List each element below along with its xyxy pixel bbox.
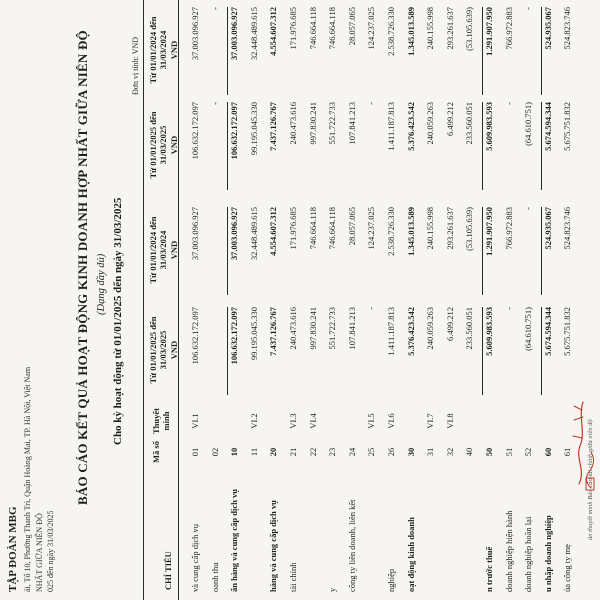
row-code: 22 [307,447,318,457]
col-2024-unit-b: VND [169,40,179,60]
row-value-2024: 293.261.637 [444,207,455,250]
row-value-2025: 240.059.263 [425,307,436,350]
row-value-2024: 1.291.907.950 [484,207,494,256]
row-value-2025: 5.675.751.832 [562,307,573,356]
row-value-2024: 524.823.746 [562,207,573,250]
row-note: VI.7 [425,413,436,429]
row-value-2024-b: - [209,7,220,10]
row-value-2024-b: 37.003.096.927 [229,7,240,61]
row-value-2025-b: (64.610.751) [523,102,534,146]
row-value-2024: 32.448.489.615 [248,207,259,261]
col-2024-unit: VND [169,240,179,260]
row-value-2025-b: 5.609.983.593 [484,102,494,151]
row-value-2024-b: 1.345.013.589 [405,7,416,56]
row-value-2025-b: 106.632.172.097 [190,102,200,160]
row-item-label: doanh nghiệp hoãn lại [523,516,534,592]
row-item-label: và cung cấp dịch vụ [190,524,200,592]
row-value-2024-b: 37.003.096.927 [190,7,200,61]
row-value-2025-b: 5.675.751.832 [562,102,573,151]
row-code: 11 [248,447,259,457]
row-item-label: doanh nghiệp hiện hành [503,510,514,592]
row-note: VI.1 [190,413,200,429]
row-note: VI.4 [307,413,318,429]
report-type: NHẤT GIỮA NIÊN ĐỘ [35,513,44,592]
row-value-2024: 1.345.013.589 [405,207,416,256]
row-value-2024-b: 4.554.607.312 [268,7,279,56]
row-item-label: ủa công ty mẹ [562,544,573,592]
report-title: BÁO CÁO KẾT QUẢ HOẠT ĐỘNG KINH DOANH HỢP NHẤT GIỮA NIÊN ĐỘ [75,30,90,505]
row-item-label: ấn hàng và cung cấp dịch vụ [229,489,240,592]
row-value-2024-b: 32.448.489.615 [248,7,259,61]
row-note: VI.5 [366,413,377,429]
row-code: 20 [268,447,279,457]
row-value-2025: 240.473.616 [288,307,298,350]
row-value-2024: 524.935.067 [542,207,553,250]
row-item-label: y [327,587,338,592]
row-value-2024-b: 293.261.637 [444,7,455,50]
row-value-2025: 6.499.212 [444,307,455,341]
row-value-2024: - [523,207,534,210]
row-code: 50 [484,447,494,457]
row-code: 30 [405,447,416,457]
row-value-2024: 124.237.025 [366,207,377,250]
row-value-2024: 37.003.096.927 [229,207,240,261]
row-code: 25 [366,447,377,457]
row-code: 23 [327,447,338,457]
row-value-2024: 28.057.065 [346,207,357,246]
row-note: VI.3 [288,413,298,429]
row-value-2025-b: 240.059.263 [425,102,436,145]
row-code: 26 [386,447,396,457]
row-code: 10 [229,447,240,457]
col-2025-unit: VND [169,340,179,360]
row-value-2024-b: 746.664.118 [327,7,338,50]
row-item-label: nghiệp [386,568,396,592]
row-value-2024-b: 766.972.883 [503,7,514,50]
row-value-2024: 2.538.726.330 [386,207,396,256]
row-value-2024: 746.664.118 [307,207,318,250]
col-item-header: CHỈ TIÊU [163,551,173,590]
row-value-2024: 171.976.685 [288,207,298,250]
row-value-2024-b: 1.291.907.950 [484,7,494,56]
currency-unit: Đơn vị tính: VND [131,36,140,95]
col-2025-header-b: Từ 01/01/2025 đến 31/03/2025 [148,111,168,179]
row-value-2025-b: 106.632.172.097 [229,102,240,160]
row-value-2025-b: 1.411.187.813 [386,102,396,151]
row-value-2024-b: (53.105.639) [464,7,475,51]
company-name: TẬP ĐOÀN MBG [7,506,19,592]
col-2025-unit-b: VND [169,135,179,155]
row-value-2025-b: 233.560.051 [464,102,475,145]
row-value-2025: 1.411.187.813 [386,307,396,356]
row-value-2025: - [366,307,377,310]
col-2024-header: Từ 01/01/2024 đến 31/03/2024 [148,216,168,284]
row-note: VI.2 [248,413,259,429]
row-value-2025: 5.674.594.344 [542,307,553,356]
row-value-2025: 233.560.051 [464,307,475,350]
report-period-short: 025 đến ngày 31/03/2025 [46,510,55,592]
row-value-2024-b: 124.237.025 [366,7,377,50]
row-value-2024-b: 240.155.998 [425,7,436,50]
row-note: VI.8 [444,413,455,429]
row-item-label: tài chính [288,562,298,592]
row-code: 60 [542,447,553,457]
row-value-2024: 766.972.883 [503,207,514,250]
col-note-header: Thuyết minh [151,408,171,434]
row-value-2024-b: 746.664.118 [307,7,318,50]
row-code: 01 [190,447,200,457]
row-value-2024: 240.155.998 [425,207,436,250]
row-value-2024: 746.664.118 [327,207,338,250]
row-value-2024-b: 2.538.726.330 [386,7,396,56]
row-value-2025-b: 997.830.241 [307,102,318,145]
row-value-2024-b: 524.935.067 [542,7,553,50]
row-value-2025-b: 7.437.126.767 [268,102,279,151]
report-period: Cho kỳ hoạt động từ 01/01/2025 đến ngày 31/03/2025 [112,197,124,445]
row-value-2024-b: 524.823.746 [562,7,573,50]
row-value-2025: 5.376.423.542 [405,307,416,356]
row-code: 24 [346,447,357,457]
row-value-2025: 997.830.241 [307,307,318,350]
row-code: 61 [562,447,573,457]
row-value-2024: 37.003.096.927 [190,207,200,261]
row-value-2025: 5.609.983.593 [484,307,494,356]
row-value-2024-b: 171.976.685 [288,7,298,50]
row-value-2025-b: 107.841.213 [346,102,357,145]
row-item-label: oạt động kinh doanh [405,517,416,592]
row-value-2025: (64.610.751) [523,307,534,351]
row-value-2024: (53.105.639) [464,207,475,251]
row-value-2025-b: 551.722.733 [327,102,338,145]
row-code: 21 [288,447,298,457]
row-value-2025: - [503,307,514,310]
col-2024-header-b: Từ 01/01/2024 đến 31/03/2024 [148,16,168,84]
row-value-2025-b: - [209,102,220,105]
row-item-label: n trước thuế [484,546,494,592]
row-code: 32 [444,447,455,457]
row-value-2025: 106.632.172.097 [229,307,240,365]
row-value-2025: 7.437.126.767 [268,307,279,356]
row-value-2025: 551.722.733 [327,307,338,350]
row-item-label: oanh thu [209,562,220,592]
row-value-2024: 4.554.607.312 [268,207,279,256]
row-value-2025-b: 6.499.212 [444,102,455,136]
row-value-2025-b: - [366,102,377,105]
row-value-2025-b: 5.674.594.344 [542,102,553,151]
row-code: 02 [209,447,220,457]
row-value-2025-b: 99.195.045.330 [248,102,259,156]
row-value-2025-b: 5.376.423.542 [405,102,416,151]
row-value-2025-b: 240.473.616 [288,102,298,145]
row-code: 51 [503,447,514,457]
report-subtitle: (Dạng đầy đủ) [96,253,107,315]
row-value-2025: 99.195.045.330 [248,307,259,361]
col-code-header: Mã số [151,441,161,463]
row-value-2025: 106.632.172.097 [190,307,200,365]
row-item-label: công ty liên doanh, liên kết [346,499,357,592]
row-value-2024-b: - [523,7,534,10]
company-address: ải, Tổ 10, Phường Thanh Trì, Quận Hoàng Mai, TP. Hà Nội, Việt Nam [23,366,32,592]
row-item-label: hàng và cung cấp dịch vụ [268,500,279,592]
row-code: 52 [523,447,534,457]
row-value-2025-b: - [503,102,514,105]
row-code: 40 [464,447,475,457]
row-note: VI.6 [386,413,396,429]
row-item-label: u nhập doanh nghiệp [542,515,553,592]
footer-note: ản thuyết minh Báo cáo tài chính giữa niên độ [587,419,594,540]
row-value-2025: 107.841.213 [346,307,357,350]
row-code: 31 [425,447,436,457]
col-2025-header: Từ 01/01/2025 đến 31/03/2025 [148,316,168,384]
row-value-2024-b: 28.057.065 [346,7,357,46]
